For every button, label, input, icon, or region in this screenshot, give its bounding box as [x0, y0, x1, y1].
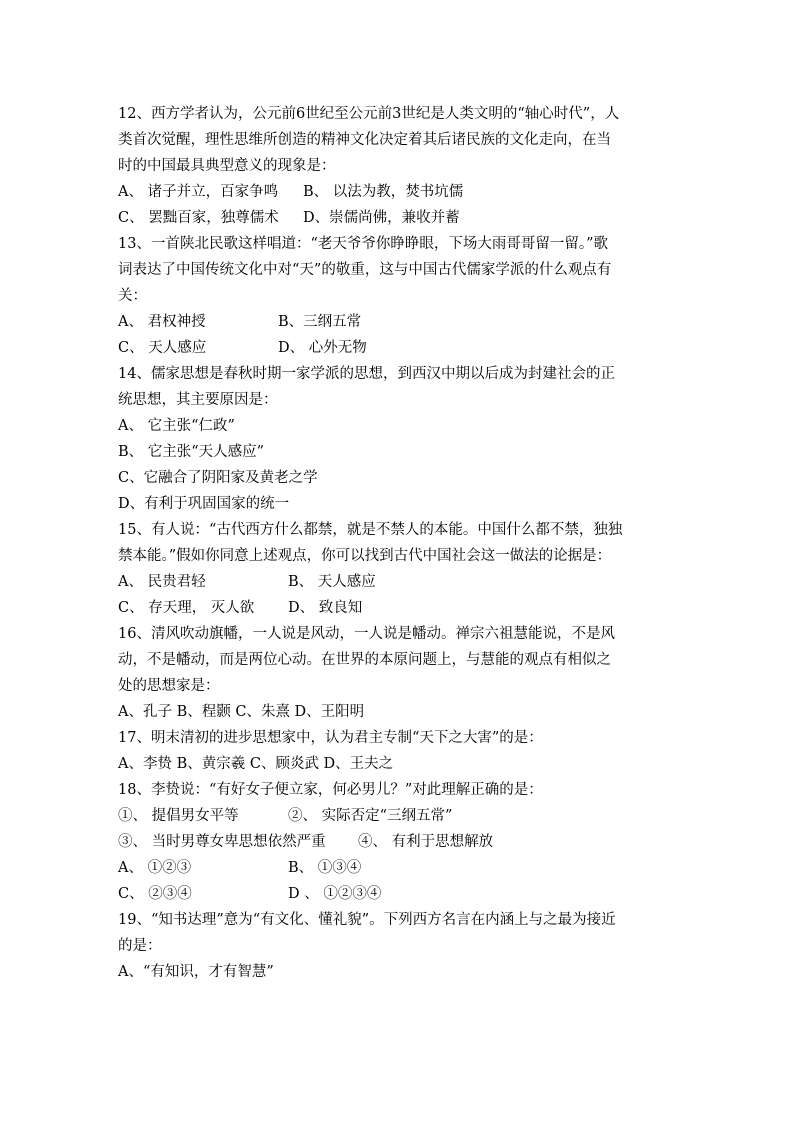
option-a: A、 民贵君轻	[118, 574, 206, 590]
document-page	[118, 101, 678, 985]
question-stem: 13、一首陕北民歌这样唱道：“老天爷爷你睁睁眼，下场大雨哥哥留一留。”歌	[118, 236, 609, 252]
question-stem: 统思想，其主要原因是：	[118, 392, 278, 408]
option-c: C、 存天理， 灭人欲	[118, 600, 255, 616]
statement-1: ①、 提倡男女平等	[118, 808, 239, 824]
option-c: C、它融合了阴阳家及黄老之学	[118, 470, 318, 486]
option-b: B、 以法为教，焚书坑儒	[303, 184, 464, 200]
option-a: A、“有知识，才有智慧”	[118, 964, 274, 980]
options-row	[118, 855, 678, 881]
question-14	[118, 361, 678, 517]
option-d: D、有利于巩固国家的统一	[118, 496, 290, 512]
option-d: D、 心外无物	[278, 340, 367, 356]
question-16	[118, 621, 678, 725]
options-row	[118, 595, 678, 621]
option-d: D 、 ①②③④	[288, 886, 382, 902]
question-stem: 词表达了中国传统文化中对“天”的敬重，这与中国古代儒家学派的什么观点有	[118, 262, 612, 278]
question-18	[118, 777, 678, 907]
question-stem: 时的中国最具典型意义的现象是：	[118, 158, 336, 174]
question-stem: 处的思想家是：	[118, 678, 220, 694]
question-stem: 关：	[118, 288, 147, 304]
statement-3: ③、 当时男尊女卑思想依然严重	[118, 834, 326, 850]
option-c: C、 ②③④	[118, 886, 192, 902]
question-19	[118, 907, 678, 985]
question-stem: 16、清风吹动旗幡，一人说是风动，一人说是幡动。禅宗六祖慧能说，不是风	[118, 626, 615, 642]
question-stem: 禁本能。”假如你同意上述观点，你可以找到古代中国社会这一做法的论据是：	[118, 548, 612, 564]
question-stem: 动，不是幡动，而是两位心动。在世界的本原问题上，与慧能的观点有相似之	[118, 652, 611, 668]
option-d: D、 致良知	[288, 600, 363, 616]
option-b: B、三纲五常	[278, 314, 362, 330]
question-stem: 的是：	[118, 938, 162, 954]
options-row	[118, 335, 678, 361]
options-row	[118, 309, 678, 335]
question-stem: 14、儒家思想是春秋时期一家学派的思想，到西汉中期以后成为封建社会的正	[118, 366, 615, 382]
question-15	[118, 517, 678, 621]
option-b: B、 天人感应	[288, 574, 376, 590]
option-c: C、 天人感应	[118, 340, 207, 356]
question-17	[118, 725, 678, 777]
question-12	[118, 101, 678, 231]
question-stem: 19、“知书达理”意为“有文化、懂礼貌”。下列西方名言在内涵上与之最为接近	[118, 912, 616, 928]
question-stem: 17、明末清初的进步思想家中，认为君主专制“天下之大害”的是：	[118, 730, 543, 746]
question-stem: 类首次觉醒，理性思维所创造的精神文化决定着其后诸民族的文化走向，在当	[118, 132, 611, 148]
statement-4: ④、 有利于思想解放	[358, 834, 494, 850]
options-row	[118, 569, 678, 595]
options-row	[118, 881, 678, 907]
option-c: C、 罢黜百家，独尊儒术	[118, 210, 279, 226]
statement-2: ②、 实际否定“三纲五常”	[288, 808, 453, 824]
option-b: B、 ①③④	[288, 860, 362, 876]
option-b: B、 它主张“天人感应”	[118, 444, 265, 460]
statements-row	[118, 829, 678, 855]
options-row: A、孔子 B、程颢 C、朱熹 D、王阳明	[118, 704, 365, 720]
question-stem: 12、西方学者认为，公元前6世纪至公元前3世纪是人类文明的“轴心时代”，人	[118, 106, 620, 122]
question-stem: 18、李贽说：“有好女子便立家，何必男儿？”对此理解正确的是：	[118, 782, 543, 798]
option-a: A、 它主张“仁政”	[118, 418, 235, 434]
option-a: A、 诸子并立，百家争鸣	[118, 184, 279, 200]
option-d: D、崇儒尚佛，兼收并蓄	[303, 210, 460, 226]
question-stem: 15、有人说：“古代西方什么都禁，就是不禁人的本能。中国什么都不禁，独独	[118, 522, 623, 538]
option-a: A、 ①②③	[118, 860, 192, 876]
option-a: A、 君权神授	[118, 314, 206, 330]
statements-row	[118, 803, 678, 829]
options-row	[118, 179, 678, 205]
options-row	[118, 205, 678, 231]
options-row: A、李贽 B、黄宗羲 C、顾炎武 D、王夫之	[118, 756, 394, 772]
question-13	[118, 231, 678, 361]
